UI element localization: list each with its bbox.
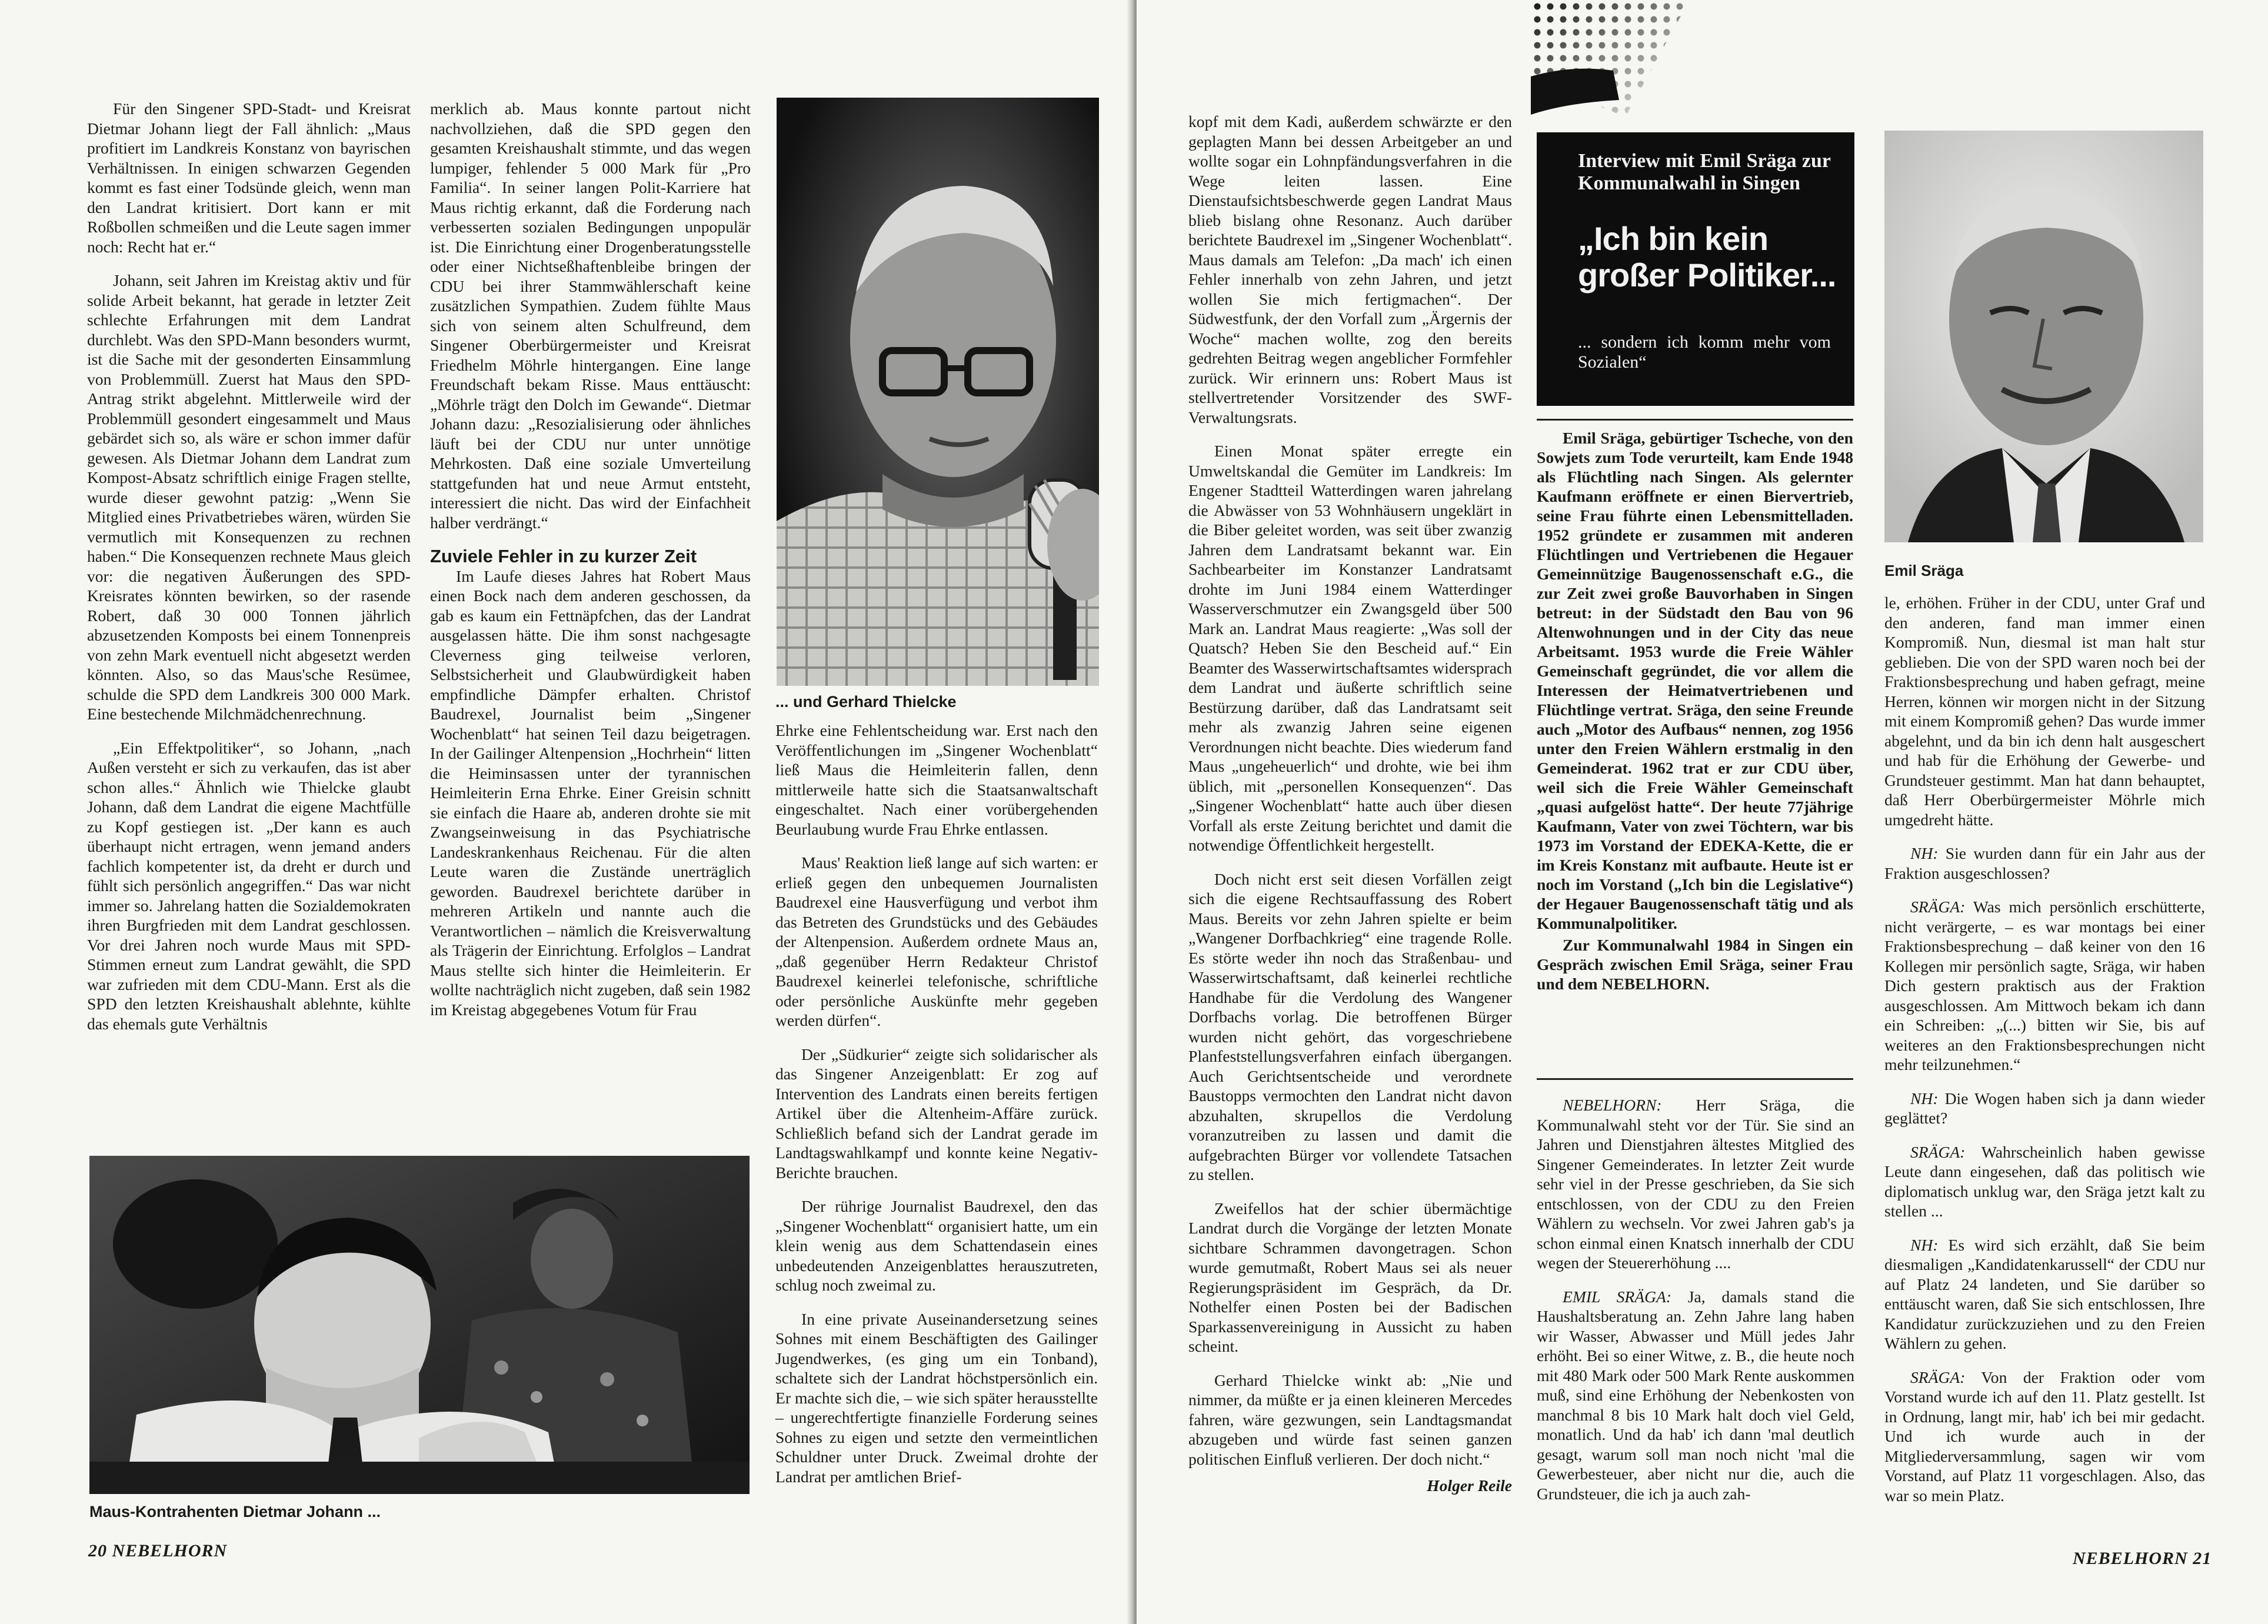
paragraph: In eine private Auseinandersetzung seines Sohnes mit einem Beschäftigten des Gailinger Jugendwerkes, (es ging um ein Tonband), schaltete sich der Landrat höchstpersönlich ein. Er machte sich die, – wie sich später herausstellte – ungerechtfertigte finanzielle Forderung seines Sohnes zu eigen und setzte den vermeintlichen Schuldner unter Druck. Zweimal drohte der Landrat per amtlichen Brief- bbox=[775, 1309, 1098, 1486]
speaker-text: Es wird sich erzählt, daß Sie beim diesmaligen „Kandidatenkarussell“ der CDU nur auf Platz 24 landeten, und Sie darüber so enttäuscht waren, daß Sie sich entschlossen, Ihre Kandidatur zurückzuziehen und zu den Freien Wählern zu gehen. bbox=[1884, 1235, 2205, 1352]
left-column-1 bbox=[87, 99, 411, 1033]
paragraph: Maus' Reaktion ließ lange auf sich warten: er erließ gegen den unbequemen Journalisten Baudrexel eine Hausverfügung und verbot ihm das Betreten des Grundstücks und des Gebäudes der Altenpension. Außerdem ordnete Maus an, „daß gegenüber Herrn Redakteur Christof Baudrexel keinerlei telefonische, schriftliche oder persönliche Auskünfte mehr gegeben werden dürfen“. bbox=[775, 853, 1098, 1029]
interview-paragraph bbox=[1884, 1368, 2205, 1506]
interview-headline: „Ich bin kein großer Politiker... bbox=[1578, 220, 1836, 294]
left-page bbox=[0, 0, 1131, 1624]
folio-left: 20 NEBELHORN bbox=[88, 1541, 228, 1560]
paragraph: Doch nicht erst seit diesen Vorfällen zeigt sich die eigene Rechtsauffassung des Robert Maus. Bereits vor zehn Jahren spielte er beim „Wangener Dorfbachkrieg“ eine tragende Rolle. Es störte weder ihn noch das Straßenbau- und Wasserwirtschaftsamt, daß keinerlei rechtliche Handhabe für die Verdolung des Wangener Dorfbachs vorlag. Die betroffenen Bürger wurden nicht gehört, das vorgeschriebene Planfeststellungsverfahren einfach übergangen. Auch Gerichtsentscheide und verordnete Baustopps vermochten den Landrat nicht davon abzuhalten, skrupellos die Verdolung voranzutreiben zu lassen und damit die aufgebrachten Bürger vor vollendete Tatsachen zu stellen. bbox=[1188, 869, 1512, 1183]
interview-deck: ... sondern ich komm mehr vom Sozialen“ bbox=[1578, 332, 1831, 372]
paragraph: Gerhard Thielcke winkt ab: „Nie und nimmer, da müßte er ja einen kleineren Mercedes fahren, wäre gezwungen, sein Landtagsmandat abzugeben und würde fast seinen ganzen politischen Einfluß verlieren. Der doch nicht.“ bbox=[1188, 1370, 1512, 1468]
paragraph: Zweifellos hat der schier übermächtige Landrat durch die Vorgänge der letzten Monate sichtbare Schrammen davongetragen. Schon wurde gemutmaßt, Robert Maus sei als neuer Regierungspräsident im Gespräch, da Dr. Nothelfer einen Posten bei der Badischen Sparkassenvereinigung in Aussicht zu haben scheint. bbox=[1188, 1199, 1512, 1355]
paragraph: Ehrke eine Fehlentscheidung war. Erst nach den Veröffentlichungen im „Singener Wochenblatt“ ließ Maus die Heimleiterin fallen, denn mittlerweile hatte sich die Staatsanwaltschaft eingeschaltet. Nach einer vorübergehenden Beurlaubung wurde Frau Ehrke entlassen. bbox=[775, 721, 1098, 838]
paragraph: Emil Sräga, gebürtiger Tscheche, von den Sowjets zum Tode verurteilt, kam Ende 1948 als Flüchtling nach Singen. Als gelernter Kaufmann eröffnete er einen Biervertrieb, seine Frau führte einen Lebensmittelladen. 1952 gründete er zusammen mit anderen Flüchtlingen und Vertriebenen die Hegauer Gemeinnützige Baugenossenschaft e.G., die zur Zeit zwei große Bauvorhaben in Singen betreut: in der Südstadt den Bau von 96 Altenwohnungen und in der City das neue Arbeitsamt. 1953 wurde die Freie Wähler Gemeinschaft gegründet, die vor allem die Interessen der Heimatvertriebenen und Flüchtlinge vertrat. Sräga, den seine Freunde auch „Motor des Aufbaus“ nennen, zog 1956 unter den Freien Wählern erstmalig in den Gemeinderat. 1962 trat er zur CDU über, weil sich die Freie Wähler Gemeinschaft „quasi aufgelöst hatte“. Der heute 77jährige Kaufmann, Vater von zwei Töchtern, war bis 1973 im Vorstand der EDEKA-Kette, die er im Kreis Konstanz mit aufbaute. Heute ist er noch im Vorstand („Ich bin die Legislative“) der Hegauer Baugenossenschaft tätig und als Kommunalpolitiker. bbox=[1537, 429, 1853, 932]
speaker-text: Wahrscheinlich haben gewisse Leute dann eingesehen, daß das politisch wie diplomatisch unklug war, den Sräga jetzt kalt zu stellen ... bbox=[1884, 1142, 2205, 1220]
folio-right: NEBELHORN 21 bbox=[2073, 1549, 2212, 1568]
speaker-text: Ja, damals stand die Haushaltsberatung an. Zehn Jahre lang haben wir Wasser, Abwasser und Müll jedes Jahr erhöht. Bei so einer Witwe, z. B., die heute noch mit 480 Mark oder 500 Mark Rente auskommen muß, sind eine Erhöhung der Nebenkosten von manchmal 8 bis 10 Mark halt doch viel Geld, monatlich. Und da hab' ich dann 'mal deutlich gesagt, warum soll man noch nicht 'mal die Gewerbesteuer, aber nicht nur die, auch die Grundsteuer, die ich ja auch zah- bbox=[1537, 1287, 1854, 1503]
photo-gerhard-thielcke bbox=[777, 98, 1099, 686]
left-column-3 bbox=[775, 721, 1098, 1486]
interview-paragraph bbox=[1537, 1095, 1854, 1273]
subheading: Zuviele Fehler in zu kurzer Zeit bbox=[430, 546, 697, 566]
speaker-text: Herr Sräga, die Kommunalwahl steht vor der Tür. Sie sind an Jahren und Dienstjahren ältestes Mitglied des Singener Gemeinderates. In letzter Zeit wurde sehr viel in der Presse geschrieben, da Sie sich entschlossen, von der CDU zu den Freien Wählern zu wechseln. Vor zwei Jahren gab's ja schon einmal einen Knatsch innerhalb der CDU wegen der Steuererhöhung .... bbox=[1537, 1096, 1854, 1272]
right-column-1 bbox=[1188, 112, 1512, 1496]
speaker-text: Was mich persönlich erschütterte, nicht verärgerte, – es war montags bei einer Fraktionsbesprechung – daß keiner von den 16 Kollegen mir persönlich sagte, Sräga, wir haben Dich gestern praktisch aus der Fraktion ausgeschlossen. Am Mittwoch bekam ich dann ein Schreiben: „(...) bitten wir Sie, bis auf weiteres an den Fraktionsbesprechungen nicht mehr teilzunehmen.“ bbox=[1884, 898, 2205, 1073]
right-page bbox=[1137, 0, 2268, 1624]
interview-paragraph bbox=[1884, 843, 2205, 883]
speaker-label: NH: bbox=[1910, 1089, 1939, 1108]
speaker-text: Von der Fraktion oder vom Vorstand wurde ich auf den 11. Platz gestellt. Ist in Ordnung, langt mir, hab' ich bei mir gedacht. Und ich wurde auch in der Mitgliederversammlung, sagen wir vom Vorstand, auf Platz 11 vorgeschlagen. Also, das war so mein Platz. bbox=[1884, 1368, 2205, 1505]
caption-johann: Maus-Kontrahenten Dietmar Johann ... bbox=[89, 1503, 381, 1520]
paragraph: Im Laufe dieses Jahres hat Robert Maus einen Bock nach dem anderen geschossen, da gab es kaum ein Fettnäpfchen, das der Landrat ausgelassen hätte. Die ihm sonst nachgesagte Cleverness ging teilweise verloren, Selbstsicherheit und Glaubwürdigkeit haben empfindliche Dämpfer erhalten. Christof Baudrexel, Journalist beim „Singener Wochenblatt“ hat seinen Teil dazu beigetragen. In der Gailinger Altenpension „Hochrhein“ litten die Heiminsassen unter der tyrannischen Heimleiterin Erna Ehrke. Einer Greisin schnitt sie einfach die Haare ab, anderen drohte sie mit Zwangseinweisung in das Psychiatrische Landeskrankenhaus Reichenau. Für die alten Leute waren die Zustände unerträglich geworden. Baudrexel berichtete darüber in mehreren Artikeln und nannte auch die Verantwortlichen – nämlich die Kreisverwaltung als Trägerin der Einrichtung. Erfolglos – Landrat Maus stellte sich hinter die Heimleiterin. Er wollte nachträglich nicht zugeben, daß sein 1982 im Kreistag abgegebenes Votum für Frau bbox=[430, 566, 751, 1019]
paragraph: Der „Südkurier“ zeigte sich solidarischer als das Singener Anzeigenblatt: Er zog auf Intervention des Landrats einen bereits fertigen Artikel über die Altenheim-Affäre zurück. Schließlich befand sich der Landrat gerade im Landtagswahlkampf und konnte keine Negativ-Berichte brauchen. bbox=[775, 1045, 1098, 1182]
speaker-label: SRÄGA: bbox=[1910, 1142, 1966, 1161]
interview-paragraph bbox=[1884, 1142, 2205, 1221]
paragraph: Johann, seit Jahren im Kreistag aktiv und für solide Arbeit bekannt, hat gerade in letzter Zeit schlechte Erfahrungen mit dem Landrat durchlebt. Was den SPD-Mann besonders wurmt, ist die Sache mit der gesonderten Einsammlung von Problemmüll. Zuerst hat Maus den SPD-Antrag strikt abgelehnt. Mittlerweile wird der Problemmüll gesondert eingesammelt und Maus gebärdet sich so, als wäre er schon immer dafür gewesen. Als Dietmar Johann dem Landrat zum Kompost-Absatz schriftlich einige Fragen stellte, wurde dieser gewohnt patzig: „Wenn Sie Mitglied eines Privatbetriebes wären, würden Sie vermutlich mit Konsequenzen zu rechnen haben.“ Die Konsequenzen rechnete Maus gleich vor: die negativen Äußerungen des SPD-Kreisrates könnten bewirken, so der rasende Robert, daß 30 000 Tonnen jährlich abzusetzenden Komposts bei einem Tonnenpreis von zehn Mark eventuell nicht abgesetzt werden könnten. Also, so das Maus'sche Resümee, schulde die SPD dem Landkreis 300 000 Mark. Eine bestechende Milchmädchenrechnung. bbox=[87, 271, 411, 723]
author-signature: Holger Reile bbox=[1427, 1476, 1512, 1495]
speaker-text: Die Wogen haben sich ja dann wieder geglättet? bbox=[1884, 1089, 2205, 1127]
speaker-label: NH: bbox=[1910, 1235, 1939, 1254]
halftone-dot-ornament bbox=[1531, 0, 1690, 118]
interview-paragraph bbox=[1537, 1287, 1854, 1504]
paragraph: kopf mit dem Kadi, außerdem schwärzte er den geplagten Mann bei dessen Arbeitgeber an und wollte sogar ein Lohnpfändungsverfahren in die Wege leiten lassen. Eine Dienstaufsichtsbeschwerde gegen Landrat Maus blieb bislang ohne Resonanz. Auch darüber berichtete Baudrexel im „Singener Wochenblatt“. Maus damals am Telefon: „Da mach' ich einen Fehler innerhalb von zehn Jahren, und jetzt wollen Sie mich fertigmachen“. Der Südwestfunk, der den Vorfall zum „Ärgernis der Woche“ machen wollte, zog den bereits gedrehten Beitrag wegen angeblicher Formfehler zurück. Wir erinnern uns: Robert Maus ist stellvertretender Vorsitzender des SWF-Verwaltungsrats. bbox=[1188, 112, 1512, 426]
interview-paragraph bbox=[1884, 593, 2205, 829]
paragraph: Der rührige Journalist Baudrexel, den das „Singener Wochenblatt“ organisiert hatte, um ein klein wenig aus dem Schattendasein eines unbedeutenden Anzeigenblattes herauszutreten, schlug noch zweimal zu. bbox=[775, 1197, 1098, 1294]
left-column-2 bbox=[430, 99, 751, 1019]
interview-kicker: Interview mit Emil Sräga zur Kommunalwahl in Singen bbox=[1578, 150, 1831, 194]
paragraph: merklich ab. Maus konnte partout nicht nachvollziehen, daß die SPD gegen den gesamten Kreishaushalt stimmte, und das wegen lumpiger, fehlender 5 000 Mark für „Pro Familia“. In seiner langen Polit-Karriere hat Maus richtig erkannt, daß die Forderung nach verbesserten sozialen Bedingungen unpopulär ist. Die Einrichtung einer Drogenberatungsstelle oder einer Nichtseßhaftenbleibe bringen der CDU bei ihrer Stammwählerschaft keine zusätzlichen Sympathien. Zudem fühlte Maus sich von seinem alten Schulfreund, dem Singener Oberbürgermeister und Kreisrat Friedhelm Möhrle hintergangen. Eine lange Freundschaft bekam Risse. Maus enttäuscht: „Möhrle trägt den Dolch im Gewande“. Dietmar Johann dazu: „Resozialisierung oder ähnliches läuft bei der CDU nur unter unnötige Mehrkosten. Daß eine soziale Umverteilung stattgefunden hat und neue Armut entsteht, interessiert die nicht. Das wird der Einfachheit halber verdrängt.“ bbox=[430, 99, 751, 532]
paragraph: „Ein Effektpolitiker“, so Johann, „nach Außen versteht er sich zu verkaufen, das ist aber schon alles.“ Ähnlich wie Thielcke glaubt Johann, daß dem Landrat die eigene Machtfülle zu Kopf gestiegen ist. „Der kann es auch überhaupt nicht ertragen, wenn jemand anders fachlich kompetenter ist, da dreht er durch und fühlt sich persönlich angegriffen.“ Das war nicht immer so. Jahrelang hatten die Sozialdemokraten ihren Burgfrieden mit dem Landrat geschlossen. Vor drei Jahren noch wurde Maus mit SPD-Stimmen erneut zum Landrat gewählt, die SPD war zufrieden mit dem CDU-Mann. Erst als die SPD den letzten Kreishaushalt ablehnte, kühlte das ehemals gute Verhältnis bbox=[87, 738, 411, 1033]
speaker-label: SRÄGA: bbox=[1910, 1368, 1966, 1386]
caption-sraga: Emil Sräga bbox=[1884, 562, 1964, 579]
photo-emil-sraga bbox=[1884, 131, 2203, 542]
speaker-label: EMIL SRÄGA: bbox=[1563, 1287, 1672, 1306]
interview-paragraph bbox=[1884, 1235, 2205, 1353]
caption-thielcke: ... und Gerhard Thielcke bbox=[775, 693, 957, 711]
speaker-text: Sie wurden dann für ein Jahr aus der Fraktion ausgeschlossen? bbox=[1884, 844, 2205, 882]
photo-dietmar-johann bbox=[89, 1156, 750, 1494]
interview-column-2 bbox=[1537, 1095, 1854, 1503]
interview-paragraph bbox=[1884, 897, 2205, 1075]
speaker-label: NH: bbox=[1910, 844, 1939, 862]
paragraph: Für den Singener SPD-Stadt- und Kreisrat Dietmar Johann liegt der Fall ähnlich: „Maus profitiert im Landkreis Konstanz von bayrischen Verhältnissen. In einigen schwarzen Gegenden kommt es fast einer Todsünde gleich, wenn man den Landrat kritisiert. Dort kann er mit Roßbollen schmeißen und die Leute sagen immer noch: Recht hat er.“ bbox=[87, 99, 411, 256]
speaker-label: SRÄGA: bbox=[1910, 898, 1966, 916]
speaker-text: le, erhöhen. Früher in der CDU, unter Graf und den anderen, fand man immer einen Kompromiß. Nun, diesmal ist man halt stur geblieben. Die von der SPD waren noch bei der Fraktionsbesprechung und haben gefragt, meine Herren, können wir morgen nicht in der Sitzung mit einem Kompromiß gehen? Das wurde immer abgelehnt, und da bin ich denn halt ausgeschert und hab für die Erhöhung der Gewerbe- und Grundsteuer gestimmt. Man hat dann behauptet, daß Herr Oberbürgermeister Möhrle mich umgedreht hätte. bbox=[1884, 593, 2205, 829]
interview-paragraph bbox=[1884, 1089, 2205, 1128]
paragraph: Zur Kommunalwahl 1984 in Singen ein Gespräch zwischen Emil Sräga, seiner Frau und dem NEBELHORN. bbox=[1537, 936, 1853, 993]
intro-top-rule bbox=[1537, 419, 1853, 421]
paragraph: Einen Monat später erregte ein Umweltskandal die Gemüter im Landkreis: Im Engener Stadtteil Watterdingen waren jahrelang die Abwässer von 53 Wohnhäusern ungeklärt in die Biber geleitet worden, was seit über zwanzig Jahren dem Landratsamt bekannt war. Ein Sachbearbeiter im Konstanzer Landratsamt drohte im Juni 1984 einem Watterdinger Wasserverschmutzer ein Zwangsgeld über 500 Mark an. Landrat Maus reagierte: „Was soll der Quatsch? Heben Sie den Bescheid auf.“ Ein Beamter des Wasserwirtschaftsamtes widersprach dem Landrat und äußerte schriftlich seine Bestürzung darüber, daß das Landratsamt seit mehr als zwanzig Jahren seine eigenen Verordnungen nicht beachte. Dies wiederum fand Maus „ungeheuerlich“ und drohte, wie bei ihm üblich, mit „personellen Konsequenzen“. Das „Singener Wochenblatt“ hatte auch über diesen Vorfall als erste Zeitung berichtet und damit die notwendige Öffentlichkeit hergestellt. bbox=[1188, 442, 1512, 854]
interview-intro bbox=[1537, 428, 1853, 993]
interview-heading-box bbox=[1537, 132, 1854, 406]
interview-column-3 bbox=[1884, 593, 2205, 1505]
speaker-label: NEBELHORN: bbox=[1563, 1096, 1662, 1114]
intro-bottom-rule bbox=[1537, 1078, 1853, 1080]
